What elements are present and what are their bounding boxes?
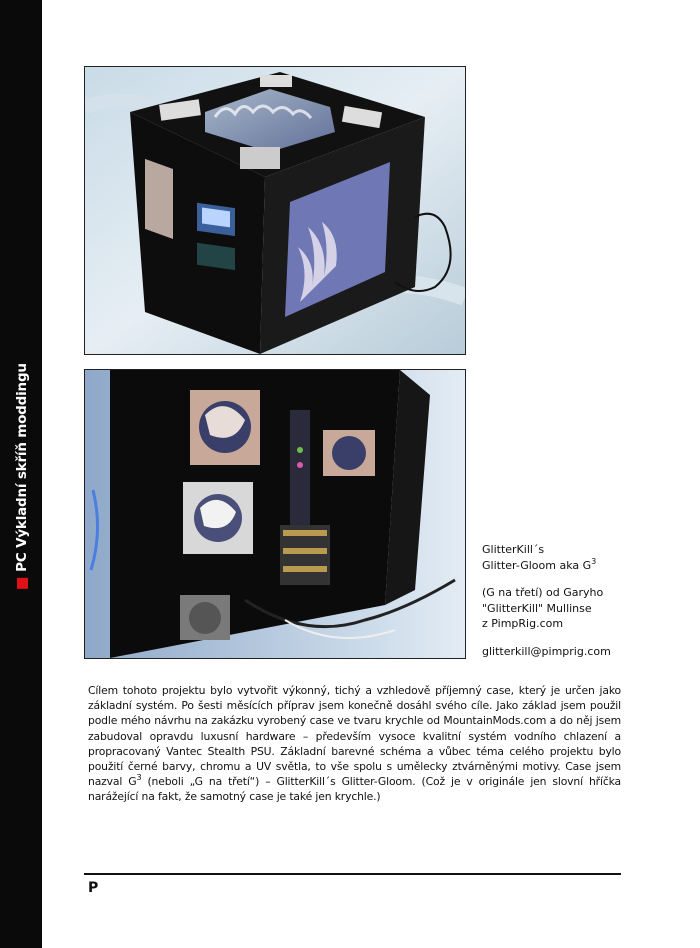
caption-line-4: "GlitterKill" Mullinse xyxy=(482,601,592,615)
photo-caption xyxy=(482,542,632,671)
section-marker-square xyxy=(17,578,28,589)
photo-case-top xyxy=(84,66,466,355)
caption-credit xyxy=(482,585,632,632)
caption-line-5: z PimpRig.com xyxy=(482,617,564,630)
footer-rule xyxy=(84,873,621,875)
article-paragraph: Cílem tohoto projektu bylo vytvořit výkonný, tichý a vzhledově příjemný case, který je určen jako základní systém. Po šesti měsících příprav jsem konečně dosáhl svého cíle. Jako základ jsem použil podle mého návrhu na zakázku vyrobený case ve tvaru krychle od MountainMods.com a do něj jsem zabudoval opravdu luxusní hardware – především vysoce kvalitní systém vodního chlazení a propracovaný Vantec Stealth PSU. Základní barevné schéma a vůbec téma celého projektu bylo použití černé barvy, chromu a UV světla, to vše spolu s umělecky ztvárněnými motivy. Case jsem nazval $G^3$ (neboli „G na třetí“) – GlitterKill´s Glitter-Gloom. (Což je v originále jen slovní hříčka narážející na fakt, že samotný case je také jen krychle.) xyxy=(88,684,621,804)
caption-email: glitterkill@pimprig.com xyxy=(482,644,611,658)
caption-line-1: GlitterKill´s xyxy=(482,543,545,556)
section-label xyxy=(2,365,42,587)
section-label-text: PC Výkladní skříň moddingu xyxy=(14,363,30,572)
caption-line-3: (G na třetí) od Garyho xyxy=(482,586,604,599)
photo-case-rear xyxy=(84,369,466,659)
caption-line-2: Glitter-Gloom aka $G^3$ xyxy=(482,556,597,572)
page-letter: P xyxy=(88,880,99,896)
caption-title xyxy=(482,542,632,573)
